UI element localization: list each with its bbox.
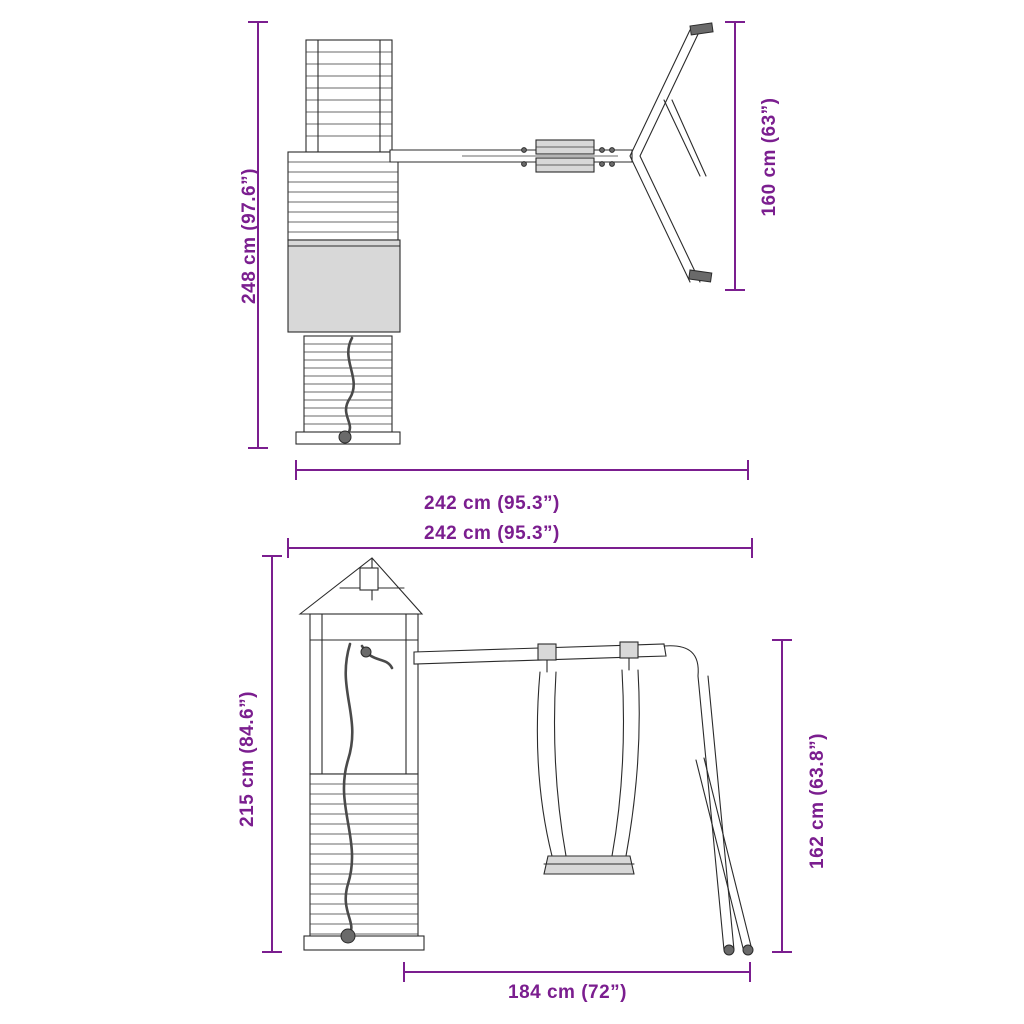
dim-160-line (725, 22, 745, 290)
dim-label-248: 248 cm (97.6”) (239, 168, 260, 304)
top-deck (288, 152, 398, 240)
dim-label-242-bottom: 242 cm (95.3”) (424, 523, 560, 544)
dim-label-184: 184 cm (72”) (508, 982, 628, 1003)
bottom-swing-seat (537, 670, 639, 874)
top-swing-beam (390, 150, 632, 162)
dim-label-162: 162 cm (63.8”) (807, 733, 828, 869)
dim-label-242-top: 242 cm (95.3”) (424, 493, 560, 514)
bottom-view-group (262, 538, 792, 982)
top-ladder (306, 40, 392, 152)
top-view-group (248, 22, 748, 480)
top-a-frame (630, 23, 713, 282)
bottom-tower-frame (310, 614, 418, 774)
dim-label-215: 215 cm (84.6”) (237, 691, 258, 827)
bottom-roof (300, 558, 422, 614)
top-house-body (288, 240, 400, 332)
bottom-tower-panel (304, 774, 424, 950)
dim-184-line (404, 962, 750, 982)
bottom-swing-legs (696, 676, 753, 955)
dim-242-top-line (296, 460, 748, 480)
dim-215-line (262, 556, 282, 952)
dim-label-160: 160 cm (63”) (759, 97, 780, 217)
dim-162-line (772, 640, 792, 952)
